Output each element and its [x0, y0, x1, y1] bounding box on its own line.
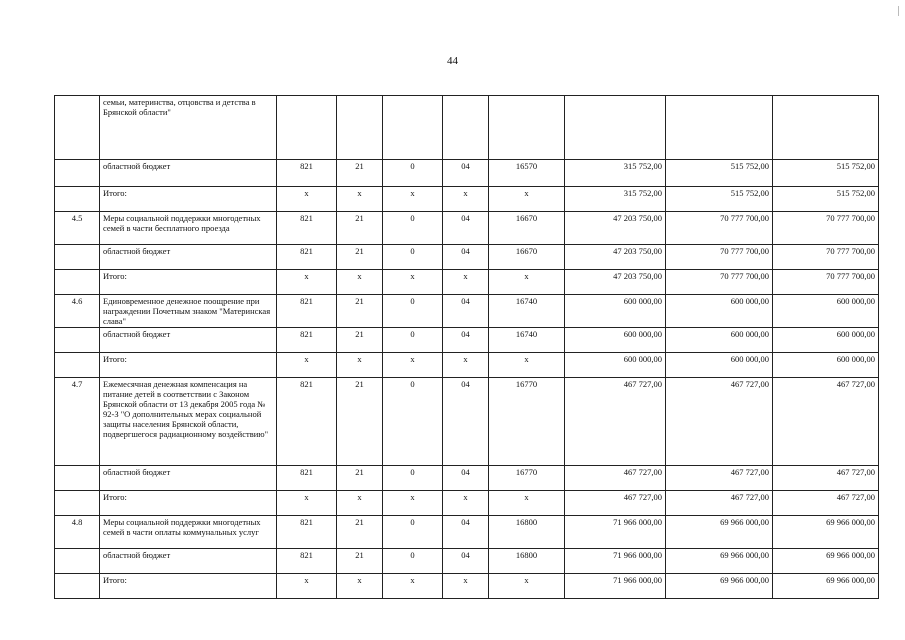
amount-year3-cell: 467 727,00	[773, 378, 879, 466]
code-grbs-cell: 821	[277, 245, 337, 270]
code-grbs-cell	[277, 96, 337, 160]
row-number-cell	[55, 549, 100, 574]
amount-year3-cell: 515 752,00	[773, 187, 879, 212]
code-program-cell: 21	[337, 549, 383, 574]
code-direction-cell: 16570	[489, 160, 565, 187]
code-program-cell: 21	[337, 378, 383, 466]
code-program-cell: x	[337, 270, 383, 295]
code-program-cell: x	[337, 574, 383, 599]
code-program-cell: 21	[337, 466, 383, 491]
code-direction-cell: 16770	[489, 378, 565, 466]
table-row	[55, 245, 879, 270]
row-number-cell: 4.6	[55, 295, 100, 328]
code-grbs-cell: 821	[277, 295, 337, 328]
amount-year2-cell: 515 752,00	[666, 160, 773, 187]
amount-year3-cell: 600 000,00	[773, 328, 879, 353]
code-direction-cell	[489, 96, 565, 160]
item-name-cell: областной бюджет	[100, 466, 277, 491]
amount-year2-cell: 600 000,00	[666, 353, 773, 378]
table-row	[55, 160, 879, 187]
amount-year2-cell: 70 777 700,00	[666, 212, 773, 245]
row-number-cell	[55, 245, 100, 270]
table-row	[55, 328, 879, 353]
amount-year3-cell: 70 777 700,00	[773, 270, 879, 295]
code-grbs-cell: x	[277, 353, 337, 378]
amount-year2-cell: 69 966 000,00	[666, 574, 773, 599]
amount-year2-cell: 515 752,00	[666, 187, 773, 212]
item-name-cell: Ежемесячная денежная компенсация на питание детей в соответствии с Законом Брянской области от 13 декабря 2005 года № 92-З "О дополнительных мерах социальной защиты населения Брянской области, подвергшегося радиационному воздействию"	[100, 378, 277, 466]
code-main-event-cell: x	[443, 353, 489, 378]
amount-year1-cell: 71 966 000,00	[565, 549, 666, 574]
amount-year2-cell: 467 727,00	[666, 491, 773, 516]
table-row	[55, 516, 879, 549]
code-subprogram-cell: x	[383, 574, 443, 599]
code-main-event-cell: 04	[443, 245, 489, 270]
row-number-cell	[55, 187, 100, 212]
code-program-cell: x	[337, 187, 383, 212]
amount-year1-cell: 71 966 000,00	[565, 574, 666, 599]
code-main-event-cell: x	[443, 270, 489, 295]
table-row	[55, 466, 879, 491]
amount-year3-cell	[773, 96, 879, 160]
code-direction-cell: x	[489, 491, 565, 516]
table-row	[55, 574, 879, 599]
amount-year3-cell: 69 966 000,00	[773, 574, 879, 599]
code-grbs-cell: 821	[277, 378, 337, 466]
code-subprogram-cell: 0	[383, 328, 443, 353]
code-main-event-cell	[443, 96, 489, 160]
code-direction-cell: 16800	[489, 516, 565, 549]
row-number-cell: 4.5	[55, 212, 100, 245]
amount-year2-cell: 600 000,00	[666, 328, 773, 353]
code-subprogram-cell	[383, 96, 443, 160]
code-grbs-cell: 821	[277, 160, 337, 187]
code-program-cell: 21	[337, 160, 383, 187]
item-name-cell: Итого:	[100, 574, 277, 599]
code-grbs-cell: 821	[277, 466, 337, 491]
code-grbs-cell: 821	[277, 212, 337, 245]
code-main-event-cell: 04	[443, 212, 489, 245]
row-number-cell	[55, 491, 100, 516]
code-program-cell: 21	[337, 295, 383, 328]
code-subprogram-cell: x	[383, 353, 443, 378]
code-subprogram-cell: x	[383, 270, 443, 295]
row-number-cell	[55, 574, 100, 599]
row-number-cell: 4.8	[55, 516, 100, 549]
code-subprogram-cell: 0	[383, 466, 443, 491]
code-direction-cell: 16740	[489, 328, 565, 353]
row-number-cell	[55, 96, 100, 160]
item-name-cell: Меры социальной поддержки многодетных семей в части оплаты коммунальных услуг	[100, 516, 277, 549]
item-name-cell: областной бюджет	[100, 160, 277, 187]
amount-year3-cell: 600 000,00	[773, 295, 879, 328]
code-grbs-cell: 821	[277, 328, 337, 353]
amount-year1-cell: 47 203 750,00	[565, 212, 666, 245]
amount-year2-cell: 69 966 000,00	[666, 516, 773, 549]
row-number-cell	[55, 328, 100, 353]
row-number-cell	[55, 466, 100, 491]
code-direction-cell: x	[489, 353, 565, 378]
code-main-event-cell: x	[443, 574, 489, 599]
code-main-event-cell: x	[443, 491, 489, 516]
code-program-cell	[337, 96, 383, 160]
code-program-cell: 21	[337, 516, 383, 549]
scan-edge-mark	[898, 6, 899, 16]
code-subprogram-cell: 0	[383, 295, 443, 328]
code-direction-cell: 16740	[489, 295, 565, 328]
amount-year2-cell	[666, 96, 773, 160]
row-number-cell	[55, 353, 100, 378]
row-number-cell	[55, 270, 100, 295]
code-grbs-cell: 821	[277, 516, 337, 549]
item-name-cell: Итого:	[100, 187, 277, 212]
table-row	[55, 295, 879, 328]
code-program-cell: 21	[337, 328, 383, 353]
amount-year1-cell: 600 000,00	[565, 328, 666, 353]
item-name-cell: Меры социальной поддержки многодетных семей в части бесплатного проезда	[100, 212, 277, 245]
table-row	[55, 187, 879, 212]
item-name-cell: Единовременное денежное поощрение при награждении Почетным знаком "Материнская слава"	[100, 295, 277, 328]
code-main-event-cell: x	[443, 187, 489, 212]
amount-year1-cell: 600 000,00	[565, 353, 666, 378]
code-direction-cell: 16770	[489, 466, 565, 491]
code-direction-cell: x	[489, 270, 565, 295]
amount-year2-cell: 70 777 700,00	[666, 245, 773, 270]
item-name-cell: Итого:	[100, 353, 277, 378]
code-main-event-cell: 04	[443, 160, 489, 187]
amount-year3-cell: 70 777 700,00	[773, 245, 879, 270]
page-number: 44	[447, 55, 458, 67]
code-subprogram-cell: x	[383, 491, 443, 516]
item-name-cell: семьи, материнства, отцовства и детства в Брянской области"	[100, 96, 277, 160]
amount-year3-cell: 515 752,00	[773, 160, 879, 187]
amount-year3-cell: 69 966 000,00	[773, 516, 879, 549]
amount-year2-cell: 69 966 000,00	[666, 549, 773, 574]
amount-year2-cell: 70 777 700,00	[666, 270, 773, 295]
amount-year3-cell: 69 966 000,00	[773, 549, 879, 574]
table-body	[55, 96, 879, 599]
table-row	[55, 549, 879, 574]
budget-table	[54, 95, 879, 599]
amount-year1-cell	[565, 96, 666, 160]
code-direction-cell: 16670	[489, 245, 565, 270]
code-grbs-cell: 821	[277, 549, 337, 574]
table-row	[55, 212, 879, 245]
table-row	[55, 270, 879, 295]
code-subprogram-cell: 0	[383, 212, 443, 245]
item-name-cell: Итого:	[100, 270, 277, 295]
amount-year2-cell: 467 727,00	[666, 466, 773, 491]
code-direction-cell: 16800	[489, 549, 565, 574]
table-row	[55, 353, 879, 378]
amount-year2-cell: 600 000,00	[666, 295, 773, 328]
code-subprogram-cell: 0	[383, 378, 443, 466]
code-direction-cell: x	[489, 574, 565, 599]
code-subprogram-cell: 0	[383, 160, 443, 187]
code-grbs-cell: x	[277, 574, 337, 599]
row-number-cell	[55, 160, 100, 187]
code-subprogram-cell: 0	[383, 549, 443, 574]
code-subprogram-cell: x	[383, 187, 443, 212]
item-name-cell: областной бюджет	[100, 245, 277, 270]
amount-year1-cell: 47 203 750,00	[565, 270, 666, 295]
row-number-cell: 4.7	[55, 378, 100, 466]
table-row	[55, 378, 879, 466]
code-grbs-cell: x	[277, 491, 337, 516]
amount-year1-cell: 47 203 750,00	[565, 245, 666, 270]
code-direction-cell: 16670	[489, 212, 565, 245]
code-main-event-cell: 04	[443, 378, 489, 466]
code-main-event-cell: 04	[443, 466, 489, 491]
code-program-cell: x	[337, 353, 383, 378]
amount-year1-cell: 600 000,00	[565, 295, 666, 328]
item-name-cell: областной бюджет	[100, 328, 277, 353]
code-program-cell: 21	[337, 212, 383, 245]
code-grbs-cell: x	[277, 270, 337, 295]
code-main-event-cell: 04	[443, 295, 489, 328]
amount-year3-cell: 467 727,00	[773, 466, 879, 491]
table-row	[55, 491, 879, 516]
amount-year1-cell: 315 752,00	[565, 187, 666, 212]
amount-year3-cell: 70 777 700,00	[773, 212, 879, 245]
code-subprogram-cell: 0	[383, 245, 443, 270]
amount-year1-cell: 467 727,00	[565, 378, 666, 466]
amount-year1-cell: 315 752,00	[565, 160, 666, 187]
amount-year2-cell: 467 727,00	[666, 378, 773, 466]
amount-year1-cell: 467 727,00	[565, 491, 666, 516]
code-subprogram-cell: 0	[383, 516, 443, 549]
item-name-cell: областной бюджет	[100, 549, 277, 574]
code-main-event-cell: 04	[443, 328, 489, 353]
amount-year1-cell: 71 966 000,00	[565, 516, 666, 549]
code-grbs-cell: x	[277, 187, 337, 212]
code-program-cell: 21	[337, 245, 383, 270]
code-main-event-cell: 04	[443, 516, 489, 549]
code-direction-cell: x	[489, 187, 565, 212]
amount-year3-cell: 467 727,00	[773, 491, 879, 516]
amount-year3-cell: 600 000,00	[773, 353, 879, 378]
item-name-cell: Итого:	[100, 491, 277, 516]
table-row	[55, 96, 879, 160]
amount-year1-cell: 467 727,00	[565, 466, 666, 491]
code-program-cell: x	[337, 491, 383, 516]
code-main-event-cell: 04	[443, 549, 489, 574]
